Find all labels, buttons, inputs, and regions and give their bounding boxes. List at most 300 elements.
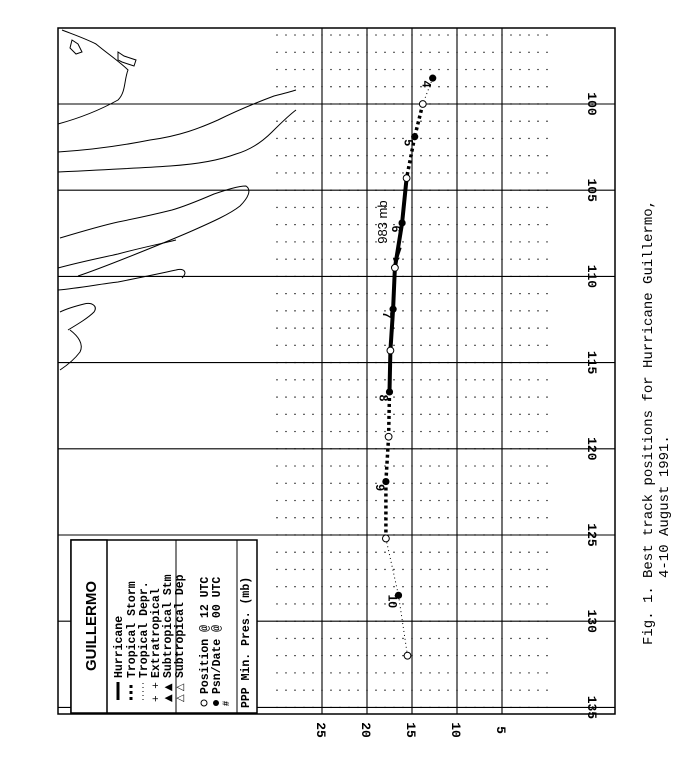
grid-dot bbox=[276, 52, 277, 53]
grid-dot bbox=[447, 655, 448, 656]
grid-dot bbox=[393, 155, 394, 156]
grid-dot bbox=[276, 396, 277, 397]
grid-dot bbox=[519, 465, 520, 466]
grid-dot bbox=[402, 52, 403, 53]
grid-dot bbox=[447, 293, 448, 294]
grid-dot bbox=[465, 500, 466, 501]
grid-dot bbox=[510, 121, 511, 122]
legend-marker-label: Position @ 12 UTC bbox=[199, 576, 212, 694]
grid-dot bbox=[474, 327, 475, 328]
grid-dot bbox=[483, 138, 484, 139]
grid-dot bbox=[285, 689, 286, 690]
grid-dot bbox=[375, 155, 376, 156]
grid-dot bbox=[483, 586, 484, 587]
grid-dot bbox=[393, 569, 394, 570]
grid-dot bbox=[420, 483, 421, 484]
grid-dot bbox=[276, 327, 277, 328]
grid-dot bbox=[357, 345, 358, 346]
grid-dot bbox=[438, 69, 439, 70]
grid-dot bbox=[348, 431, 349, 432]
grid-dot bbox=[537, 52, 538, 53]
grid-dot bbox=[393, 483, 394, 484]
grid-dot bbox=[384, 172, 385, 173]
grid-dot bbox=[420, 34, 421, 35]
grid-dot bbox=[312, 138, 313, 139]
grid-dot bbox=[465, 224, 466, 225]
grid-dot bbox=[519, 483, 520, 484]
grid-dot bbox=[420, 121, 421, 122]
grid-dot bbox=[474, 138, 475, 139]
grid-dot bbox=[537, 310, 538, 311]
grid-dot bbox=[312, 379, 313, 380]
grid-dot bbox=[384, 155, 385, 156]
day-label: 10 bbox=[385, 594, 400, 609]
grid-dot bbox=[447, 172, 448, 173]
grid-dot bbox=[492, 500, 493, 501]
grid-dot bbox=[510, 552, 511, 553]
grid-dot bbox=[546, 638, 547, 639]
grid-dot bbox=[384, 293, 385, 294]
grid-dot bbox=[528, 327, 529, 328]
grid-dot bbox=[303, 138, 304, 139]
grid-dot bbox=[348, 207, 349, 208]
grid-dot bbox=[537, 552, 538, 553]
grid-dot bbox=[294, 689, 295, 690]
grid-dot bbox=[438, 121, 439, 122]
grid-dot bbox=[384, 138, 385, 139]
grid-dot bbox=[330, 310, 331, 311]
grid-dot bbox=[537, 655, 538, 656]
grid-dot bbox=[285, 586, 286, 587]
grid-dot bbox=[384, 638, 385, 639]
grid-dot bbox=[429, 396, 430, 397]
grid-dot bbox=[474, 121, 475, 122]
grid-dot bbox=[474, 69, 475, 70]
grid-dot bbox=[357, 258, 358, 259]
grid-dot bbox=[429, 638, 430, 639]
grid-dot bbox=[348, 414, 349, 415]
grid-dot bbox=[330, 672, 331, 673]
grid-dot bbox=[546, 69, 547, 70]
grid-dot bbox=[537, 121, 538, 122]
grid-dot bbox=[339, 379, 340, 380]
grid-dot bbox=[519, 379, 520, 380]
triangle-open-icon: △ △ bbox=[175, 683, 186, 702]
grid-dot bbox=[519, 241, 520, 242]
grid-dot bbox=[303, 172, 304, 173]
grid-dot bbox=[402, 172, 403, 173]
grid-dot bbox=[393, 396, 394, 397]
grid-dot bbox=[429, 586, 430, 587]
grid-dot bbox=[285, 569, 286, 570]
grid-dot bbox=[519, 258, 520, 259]
grid-dot bbox=[393, 638, 394, 639]
grid-dot bbox=[492, 655, 493, 656]
grid-dot bbox=[438, 431, 439, 432]
grid-dot bbox=[375, 172, 376, 173]
grid-dot bbox=[303, 414, 304, 415]
grid-dot bbox=[528, 345, 529, 346]
grid-dot bbox=[420, 638, 421, 639]
grid-dot bbox=[276, 414, 277, 415]
grid-dot bbox=[537, 207, 538, 208]
grid-dot bbox=[519, 689, 520, 690]
grid-dot bbox=[285, 241, 286, 242]
grid-dot bbox=[402, 552, 403, 553]
longitude-tick-label: 135 bbox=[584, 695, 599, 720]
grid-dot bbox=[483, 500, 484, 501]
grid-dot bbox=[474, 517, 475, 518]
grid-dot bbox=[402, 345, 403, 346]
grid-dot bbox=[465, 345, 466, 346]
grid-dot bbox=[465, 483, 466, 484]
grid-dot bbox=[546, 241, 547, 242]
grid-dot bbox=[420, 310, 421, 311]
grid-dot bbox=[519, 586, 520, 587]
grid-dot bbox=[474, 345, 475, 346]
grid-dot bbox=[420, 69, 421, 70]
open-circle-icon bbox=[201, 700, 207, 706]
grid-dot bbox=[429, 379, 430, 380]
grid-dot bbox=[375, 431, 376, 432]
grid-dot bbox=[285, 138, 286, 139]
grid-dot bbox=[429, 121, 430, 122]
grid-dot bbox=[510, 483, 511, 484]
grid-dot bbox=[537, 345, 538, 346]
grid-dot bbox=[483, 155, 484, 156]
grid-dot bbox=[375, 293, 376, 294]
grid-dot bbox=[294, 552, 295, 553]
grid-dot bbox=[384, 655, 385, 656]
grid-dot bbox=[285, 638, 286, 639]
grid-dot bbox=[294, 465, 295, 466]
grid-dot bbox=[402, 414, 403, 415]
grid-dot bbox=[393, 172, 394, 173]
grid-dot bbox=[438, 672, 439, 673]
grid-dot bbox=[447, 138, 448, 139]
longitude-tick-label: 105 bbox=[584, 178, 599, 202]
grid-dot bbox=[348, 689, 349, 690]
grid-dot bbox=[465, 310, 466, 311]
grid-dot bbox=[474, 672, 475, 673]
grid-dot bbox=[312, 517, 313, 518]
grid-dot bbox=[492, 569, 493, 570]
grid-dot bbox=[384, 258, 385, 259]
grid-dot bbox=[519, 86, 520, 87]
grid-dot bbox=[375, 345, 376, 346]
grid-dot bbox=[312, 655, 313, 656]
grid-dot bbox=[510, 586, 511, 587]
grid-dot bbox=[447, 86, 448, 87]
grid-dot bbox=[276, 241, 277, 242]
grid-dot bbox=[312, 327, 313, 328]
grid-dot bbox=[492, 586, 493, 587]
grid-dot bbox=[339, 224, 340, 225]
grid-dot bbox=[402, 638, 403, 639]
grid-dot bbox=[402, 586, 403, 587]
grid-dot bbox=[465, 414, 466, 415]
grid-dot bbox=[483, 603, 484, 604]
grid-dot bbox=[483, 689, 484, 690]
latitude-tick-label: 20 bbox=[358, 722, 373, 738]
grid-dot bbox=[312, 483, 313, 484]
grid-dot bbox=[492, 52, 493, 53]
grid-dot bbox=[465, 258, 466, 259]
grid-dot bbox=[483, 310, 484, 311]
grid-dot bbox=[537, 155, 538, 156]
grid-dot bbox=[375, 689, 376, 690]
grid-dot bbox=[402, 396, 403, 397]
grid-dot bbox=[447, 672, 448, 673]
grid-dot bbox=[474, 172, 475, 173]
grid-dot bbox=[393, 689, 394, 690]
grid-dot bbox=[294, 293, 295, 294]
grid-dot bbox=[483, 207, 484, 208]
grid-dot bbox=[438, 345, 439, 346]
grid-dot bbox=[447, 69, 448, 70]
longitude-tick-label: 110 bbox=[584, 264, 599, 289]
grid-dot bbox=[465, 207, 466, 208]
grid-dot bbox=[285, 465, 286, 466]
grid-dot bbox=[519, 155, 520, 156]
grid-dot bbox=[285, 500, 286, 501]
legend-entry-label: Tropical Depr. bbox=[138, 581, 151, 678]
min-pressure-label: 983 mb bbox=[374, 200, 390, 244]
grid-dot bbox=[465, 241, 466, 242]
grid-dot bbox=[303, 396, 304, 397]
grid-dot bbox=[285, 52, 286, 53]
grid-dot bbox=[330, 569, 331, 570]
grid-dot bbox=[285, 121, 286, 122]
grid-dot bbox=[546, 414, 547, 415]
grid-dot bbox=[474, 224, 475, 225]
grid-dot bbox=[330, 241, 331, 242]
grid-dot bbox=[528, 241, 529, 242]
grid-dot bbox=[537, 34, 538, 35]
grid-dot bbox=[438, 172, 439, 173]
grid-dot bbox=[537, 638, 538, 639]
grid-dot bbox=[447, 638, 448, 639]
grid-dot bbox=[339, 258, 340, 259]
grid-dot bbox=[483, 569, 484, 570]
grid-dot bbox=[276, 500, 277, 501]
grid-dot bbox=[312, 345, 313, 346]
grid-dot bbox=[429, 224, 430, 225]
grid-dot bbox=[465, 638, 466, 639]
grid-dot bbox=[528, 483, 529, 484]
grid-dot bbox=[483, 483, 484, 484]
grid-dot bbox=[546, 465, 547, 466]
grid-dot bbox=[546, 603, 547, 604]
grid-dot bbox=[546, 483, 547, 484]
grid-dot bbox=[357, 52, 358, 53]
grid-dot bbox=[312, 465, 313, 466]
grid-dot bbox=[303, 345, 304, 346]
grid-dot bbox=[285, 431, 286, 432]
grid-dot bbox=[492, 138, 493, 139]
grid-dot bbox=[348, 552, 349, 553]
grid-dot bbox=[492, 207, 493, 208]
day-label: 8 bbox=[376, 394, 391, 402]
grid-dot bbox=[492, 224, 493, 225]
grid-dot bbox=[429, 327, 430, 328]
grid-dot bbox=[537, 586, 538, 587]
grid-dot bbox=[285, 293, 286, 294]
grid-dot bbox=[339, 345, 340, 346]
grid-dot bbox=[285, 224, 286, 225]
grid-dot bbox=[276, 672, 277, 673]
grid-dot bbox=[429, 655, 430, 656]
grid-dot bbox=[294, 483, 295, 484]
grid-dot bbox=[528, 121, 529, 122]
grid-dot bbox=[537, 483, 538, 484]
grid-dot bbox=[537, 241, 538, 242]
grid-dot bbox=[438, 638, 439, 639]
grid-dot bbox=[339, 569, 340, 570]
grid-dot bbox=[447, 500, 448, 501]
grid-dot bbox=[429, 603, 430, 604]
grid-dot bbox=[465, 655, 466, 656]
track-segment bbox=[386, 437, 389, 482]
grid-dot bbox=[393, 121, 394, 122]
grid-dot bbox=[438, 655, 439, 656]
grid-dot bbox=[465, 552, 466, 553]
grid-dot bbox=[348, 224, 349, 225]
grid-dot bbox=[519, 69, 520, 70]
grid-dot bbox=[465, 517, 466, 518]
grid-dot bbox=[519, 655, 520, 656]
grid-dot bbox=[357, 552, 358, 553]
grid-dot bbox=[384, 414, 385, 415]
grid-dot bbox=[438, 327, 439, 328]
grid-dot bbox=[465, 172, 466, 173]
grid-dot bbox=[519, 672, 520, 673]
grid-dot bbox=[330, 414, 331, 415]
grid-dot bbox=[357, 483, 358, 484]
grid-dot bbox=[465, 138, 466, 139]
grid-dot bbox=[546, 155, 547, 156]
grid-dot bbox=[546, 138, 547, 139]
grid-dot bbox=[294, 672, 295, 673]
grid-dot bbox=[294, 86, 295, 87]
grid-dot bbox=[357, 465, 358, 466]
grid-dot bbox=[510, 569, 511, 570]
grid-dot bbox=[528, 155, 529, 156]
grid-dot bbox=[492, 431, 493, 432]
grid-dot bbox=[384, 52, 385, 53]
grid-dot bbox=[294, 431, 295, 432]
grid-dot bbox=[474, 379, 475, 380]
grid-dot bbox=[294, 345, 295, 346]
grid-dot bbox=[420, 586, 421, 587]
grid-dot bbox=[537, 86, 538, 87]
grid-dot bbox=[528, 207, 529, 208]
grid-dot bbox=[303, 207, 304, 208]
grid-dot bbox=[447, 517, 448, 518]
grid-dot bbox=[510, 224, 511, 225]
grid-dot bbox=[483, 86, 484, 87]
grid-dot bbox=[510, 414, 511, 415]
grid-dot bbox=[303, 34, 304, 35]
grid-dot bbox=[339, 121, 340, 122]
grid-dot bbox=[537, 396, 538, 397]
grid-dot bbox=[402, 327, 403, 328]
grid-dot bbox=[465, 34, 466, 35]
grid-dot bbox=[312, 121, 313, 122]
grid-dot bbox=[339, 465, 340, 466]
grid-dot bbox=[438, 224, 439, 225]
grid-dot bbox=[447, 603, 448, 604]
grid-dot bbox=[384, 379, 385, 380]
grid-dot bbox=[285, 603, 286, 604]
longitude-tick-label: 100 bbox=[584, 92, 599, 116]
grid-dot bbox=[330, 121, 331, 122]
grid-dot bbox=[294, 500, 295, 501]
grid-dot bbox=[393, 517, 394, 518]
grid-dot bbox=[348, 379, 349, 380]
grid-dot bbox=[357, 224, 358, 225]
grid-dot bbox=[537, 569, 538, 570]
grid-dot bbox=[474, 500, 475, 501]
grid-dot bbox=[546, 586, 547, 587]
grid-dot bbox=[294, 396, 295, 397]
grid-dot bbox=[294, 52, 295, 53]
grid-dot bbox=[420, 603, 421, 604]
grid-dot bbox=[384, 86, 385, 87]
grid-dot bbox=[357, 517, 358, 518]
grid-dot bbox=[402, 517, 403, 518]
grid-dot bbox=[492, 638, 493, 639]
grid-dot bbox=[402, 155, 403, 156]
grid-dot bbox=[357, 207, 358, 208]
grid-dot bbox=[510, 138, 511, 139]
grid-dot bbox=[384, 121, 385, 122]
grid-dot bbox=[330, 638, 331, 639]
grid-dot bbox=[330, 517, 331, 518]
grid-dot bbox=[312, 241, 313, 242]
grid-dot bbox=[474, 258, 475, 259]
grid-dot bbox=[339, 327, 340, 328]
grid-dot bbox=[510, 241, 511, 242]
grid-dot bbox=[447, 586, 448, 587]
grid-dot bbox=[510, 603, 511, 604]
grid-dot bbox=[393, 69, 394, 70]
grid-dot bbox=[420, 172, 421, 173]
grid-dot bbox=[528, 414, 529, 415]
grid-dot bbox=[510, 69, 511, 70]
grid-dot bbox=[303, 552, 304, 553]
track-segment bbox=[386, 538, 399, 595]
grid-dot bbox=[312, 172, 313, 173]
grid-dot bbox=[492, 396, 493, 397]
grid-dot bbox=[420, 155, 421, 156]
grid-dot bbox=[348, 241, 349, 242]
grid-dot bbox=[276, 603, 277, 604]
grid-dot bbox=[312, 155, 313, 156]
grid-dot bbox=[465, 603, 466, 604]
grid-dot bbox=[420, 655, 421, 656]
grid-dot bbox=[483, 52, 484, 53]
grid-dot bbox=[429, 172, 430, 173]
grid-dot bbox=[312, 207, 313, 208]
grid-dot bbox=[357, 327, 358, 328]
track-segment bbox=[393, 268, 395, 309]
grid-dot bbox=[438, 155, 439, 156]
grid-dot bbox=[312, 310, 313, 311]
grid-dot bbox=[312, 586, 313, 587]
grid-dot bbox=[357, 155, 358, 156]
legend-title-box bbox=[71, 540, 107, 713]
